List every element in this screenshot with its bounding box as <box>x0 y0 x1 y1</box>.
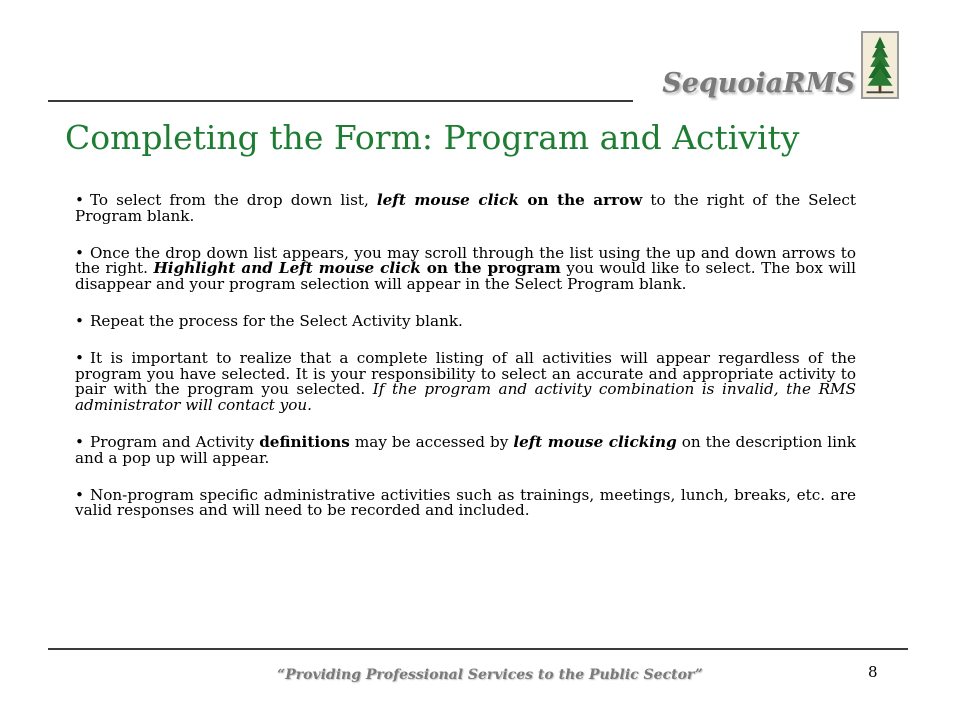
bullet-text-segment: Highlight and Left mouse click <box>153 259 421 278</box>
bullet-dot-icon: • <box>75 432 84 451</box>
bullet-text-segment: Non-program specific administrative activities such as trainings, meetings, lunch, breaks, etc. are valid responses and will need to be recorded and included. <box>75 485 856 520</box>
bullet-text-segment: Program and Activity <box>89 432 260 451</box>
bullet-dot-icon: • <box>75 311 84 330</box>
page-title: Completing the Form: Program and Activity <box>65 118 800 157</box>
bullet-list <box>75 193 856 540</box>
bullet-text-segment: definitions <box>259 432 350 451</box>
bullet-text-segment: may be accessed by <box>349 432 514 451</box>
bullet-dot-icon: • <box>75 485 84 504</box>
bullet-text-segment: on the arrow <box>518 191 643 209</box>
bullet-text-segment: Once the drop down list appears, you may scroll through the list using the up and down arrows to the right. <box>75 243 856 278</box>
brand-wordmark: SequoiaRMS <box>662 68 855 99</box>
header-divider <box>48 100 633 102</box>
bullet-text-segment: on the program <box>420 259 561 278</box>
bullet-dot-icon: • <box>75 348 84 367</box>
bullet-dot-icon: • <box>75 191 84 209</box>
footer-divider <box>48 648 908 650</box>
bullet-text-segment: Repeat the process for the Select Activity blank. <box>89 311 463 330</box>
page-number: 8 <box>868 663 878 681</box>
bullet-text-segment: left mouse clicking <box>513 432 677 451</box>
bullet-item <box>75 243 856 294</box>
bullet-item <box>75 311 856 330</box>
bullet-dot-icon: • <box>75 243 84 262</box>
bullet-item <box>75 348 856 415</box>
bullet-text-segment: you would like to select. The box will disappear and your program selection will appear in the Select Program blank. <box>75 259 856 294</box>
bullet-text-segment: If the program and activity combination is invalid, the RMS administrator will contact you. <box>75 380 856 415</box>
bullet-item <box>75 193 856 225</box>
sequoia-tree-icon <box>861 31 899 99</box>
footer-tagline: “Providing Professional Services to the Public Sector” <box>277 667 703 683</box>
bullet-text-segment: left mouse click <box>376 191 519 209</box>
bullet-item <box>75 432 856 467</box>
bullet-text-segment: to the right of the Select Program blank. <box>75 191 856 225</box>
bullet-item <box>75 485 856 520</box>
bullet-text-segment: To select from the drop down list, <box>89 191 377 209</box>
bullet-text-segment: It is important to realize that a complete listing of all activities will appear regardless of the program you have selected. It is your responsibility to select an accurate and appropriate activity to pair with the program you selected. <box>75 348 856 399</box>
bullet-text-segment: on the description link and a pop up will appear. <box>75 432 856 467</box>
